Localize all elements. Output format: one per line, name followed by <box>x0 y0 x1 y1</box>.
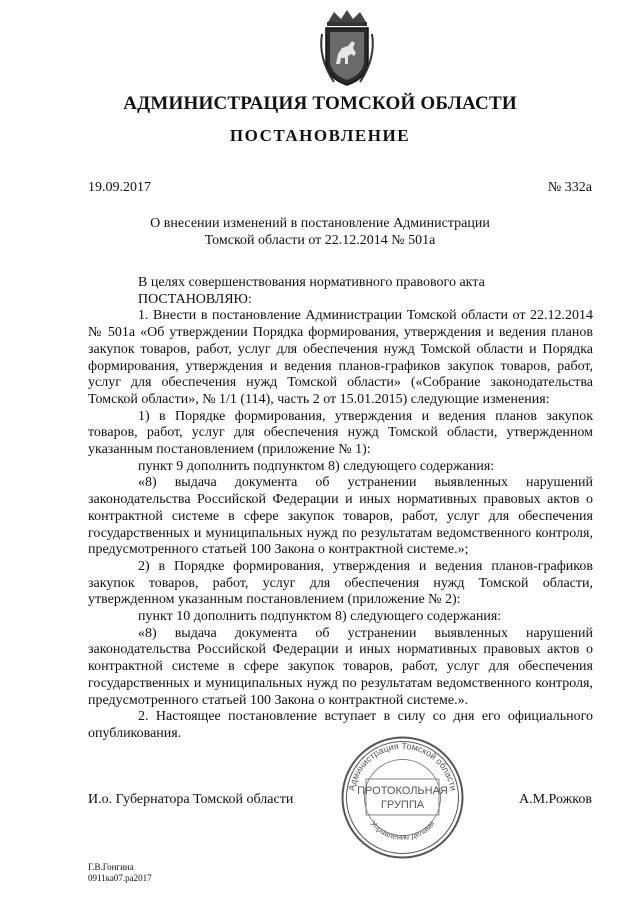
signatory-name: А.М.Рожков <box>518 792 592 807</box>
organization-title: АДМИНИСТРАЦИЯ ТОМСКОЙ ОБЛАСТИ <box>123 93 517 114</box>
stamp-center-line-2: ГРУППА <box>380 799 425 811</box>
document-body <box>88 275 593 743</box>
document-date: 19.09.2017 <box>88 180 151 195</box>
subject-line-1: О внесении изменений в постановление Администрации <box>150 216 490 231</box>
body-paragraph: «8) выдача документа об устранении выявленных нарушений законодательства Российской Федерации и иных нормативных правовых актов о контрактной системе в сфере закупок товаров, работ, услуг для обеспечения государственных и муниципальных нужд по результатам ведомственного контроля, предусмотренного статьей 100 Закона о контрактной системе.». <box>88 625 593 708</box>
footer-code: 0911ка07.ра2017 <box>88 873 152 883</box>
signatory-position: И.о. Губернатора Томской области <box>88 792 294 807</box>
body-paragraph: «8) выдача документа об устранении выявленных нарушений законодательства Российской Федерации и иных нормативных правовых актов о контрактной системе в сфере закупок товаров, работ, услуг для обеспечения государственных и муниципальных нужд по результатам ведомственного контроля, предусмотренного статьей 100 Закона о контрактной системе.»; <box>88 475 593 558</box>
svg-text:Управление делами <box>369 819 437 841</box>
svg-text:Администрация Томской области <box>346 741 458 792</box>
body-paragraph: 1) в Порядке формирования, утверждения и ведения планов закупок товаров, работ, услуг для обеспечения нужд Томской области, утвержденном указанным постановлением (приложение № 1): <box>88 408 593 458</box>
body-paragraph: ПОСТАНОВЛЯЮ: <box>138 291 252 307</box>
body-paragraph: 2) в Порядке формирования, утверждения и ведения планов-графиков закупок товаров, работ, услуг для обеспечения нужд Томской области, утвержденном указанным постановлением (приложение № 2): <box>88 558 593 608</box>
body-paragraph: пункт 10 дополнить подпунктом 8) следующего содержания: <box>138 609 502 625</box>
document-number: № 332а <box>547 180 592 195</box>
body-paragraph: пункт 9 дополнить подпунктом 8) следующего содержания: <box>138 458 495 474</box>
footer-author: Г.В.Гонгина <box>88 862 134 872</box>
tomsk-coat-of-arms-icon <box>314 8 380 88</box>
stamp-bottom-text: Управление делами <box>368 819 437 842</box>
body-paragraph: 2. Настоящее постановление вступает в силу со дня его официального опубликования. <box>88 709 593 741</box>
subject-line-2: Томской области от 22.12.2014 № 501а <box>204 233 436 248</box>
stamp-ring-text: Администрация Томской области <box>346 740 459 792</box>
body-paragraph: 1. Внести в постановление Администрации Томской области от 22.12.2014 № 501а «Об утверждении Порядка формирования, утверждения и ведения планов закупок товаров, работ, услуг для обеспечения нужд Томской области и Порядка формирования, утверждения и ведения планов-графиков закупок товаров, работ, услуг для обеспечения нужд Томской области» («Собрание законодательства Томской области», № 1/1 (114), часть 2 от 15.01.2015) следующие изменения: <box>88 308 593 407</box>
official-stamp <box>340 735 465 860</box>
document-type-title: ПОСТАНОВЛЕНИЕ <box>229 126 411 145</box>
stamp-center-line-1: ПРОТОКОЛЬНАЯ <box>357 785 448 797</box>
body-paragraph: В целях совершенствования нормативного правового акта <box>138 275 485 290</box>
document-subject <box>150 215 490 249</box>
document-footer <box>88 862 152 884</box>
